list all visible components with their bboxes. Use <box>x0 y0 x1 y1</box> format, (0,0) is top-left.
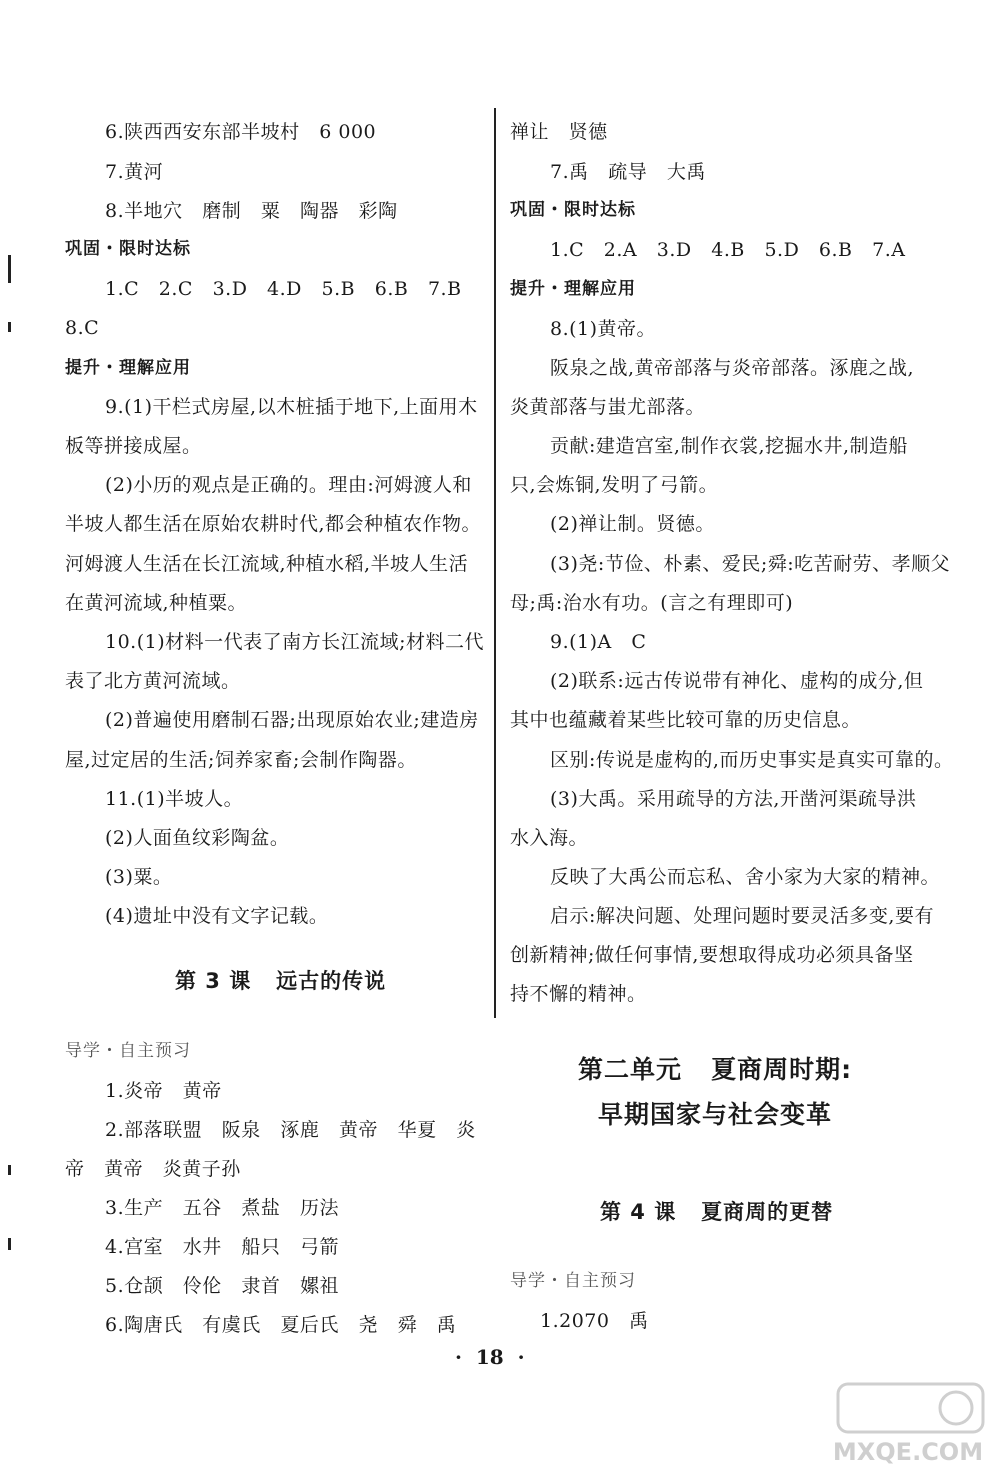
answer-line: 其中也蕴藏着某些比较可靠的历史信息。 <box>510 709 862 731</box>
answer-line: 3.生产 五谷 煮盐 历法 <box>105 1197 339 1219</box>
answer-line: 母;禹:治水有功。(言之有理即可) <box>510 592 794 614</box>
watermark-text: MXQE.COM <box>832 1438 984 1466</box>
section-heading: 巩固・限时达标 <box>65 239 191 259</box>
scan-mark <box>8 1165 11 1175</box>
section-heading: 巩固・限时达标 <box>510 200 636 220</box>
answer-line: 11.(1)半坡人。 <box>105 788 244 810</box>
scan-mark <box>8 1238 11 1250</box>
unit-title: 第二单元 夏商周时期: <box>578 1055 853 1084</box>
answer-line: 1.C 2.A 3.D 4.B 5.D 6.B 7.A <box>550 239 906 261</box>
answer-line: 10.(1)材料一代表了南方长江流域;材料二代 <box>105 631 485 653</box>
answer-line: 炎黄部落与蚩尤部落。 <box>510 396 706 418</box>
answer-line: (2)普遍使用磨制石器;出现原始农业;建造房 <box>105 709 479 731</box>
answer-line: (3)粟。 <box>105 866 173 888</box>
answer-line: 贡献:建造宫室,制作衣裳,挖掘水井,制造船 <box>550 435 909 457</box>
answer-line: 板等拼接成屋。 <box>65 435 202 457</box>
scan-mark <box>8 322 11 332</box>
answer-line: 半坡人都生活在原始农耕时代,都会种植农作物。 <box>65 513 482 535</box>
lesson-title: 第 3 课 远古的传说 <box>175 969 387 993</box>
section-heading: 提升・理解应用 <box>65 358 191 378</box>
answer-line: 8.(1)黄帝。 <box>550 318 657 340</box>
answer-line: 创新精神;做任何事情,要想取得成功必须具备坚 <box>510 944 914 966</box>
answer-line: 阪泉之战,黄帝部落与炎帝部落。涿鹿之战, <box>550 357 915 379</box>
answer-line: (3)大禹。采用疏导的方法,开凿河渠疏导洪 <box>550 788 917 810</box>
scan-mark <box>8 255 11 283</box>
answer-line: 帝 黄帝 炎黄子孙 <box>65 1158 241 1180</box>
section-heading: 导学・自主预习 <box>65 1041 191 1061</box>
answer-line: 2.部落联盟 阪泉 涿鹿 黄帝 华夏 炎 <box>105 1119 476 1141</box>
answer-line: 表了北方黄河流域。 <box>65 670 241 692</box>
answer-line: 9.(1)A C <box>550 631 647 653</box>
answer-line: 7.禹 疏导 大禹 <box>550 161 706 183</box>
answer-line: 1.C 2.C 3.D 4.D 5.B 6.B 7.B <box>105 278 462 300</box>
answer-line: 8.半地穴 磨制 粟 陶器 彩陶 <box>105 200 398 222</box>
answer-line: 河姆渡人生活在长江流域,种植水稻,半坡人生活 <box>65 553 469 575</box>
answer-line: 持不懈的精神。 <box>510 983 647 1005</box>
answer-line: 1.2070 禹 <box>540 1310 649 1332</box>
answer-line: (2)小历的观点是正确的。理由:河姆渡人和 <box>105 474 472 496</box>
answer-line: 1.炎帝 黄帝 <box>105 1080 222 1102</box>
lesson-title: 第 4 课 夏商周的更替 <box>600 1200 834 1224</box>
answer-line: 9.(1)干栏式房屋,以木桩插于地下,上面用木 <box>105 396 478 418</box>
answer-line: 5.仓颉 伶伦 隶首 嫘祖 <box>105 1275 339 1297</box>
answer-line: 区别:传说是虚构的,而历史事实是真实可靠的。 <box>550 749 954 771</box>
answer-line: 6.陕西西安东部半坡村 6 000 <box>105 121 377 143</box>
answer-line: 4.宫室 水井 船只 弓箭 <box>105 1236 339 1258</box>
answer-line: 7.黄河 <box>105 161 164 183</box>
answer-line: 只,会炼铜,发明了弓箭。 <box>510 474 719 496</box>
answer-line: (2)人面鱼纹彩陶盆。 <box>105 827 290 849</box>
watermark-logo <box>828 1380 993 1468</box>
answer-line: 8.C <box>65 317 100 339</box>
unit-title: 早期国家与社会变革 <box>598 1100 833 1129</box>
answer-line: 6.陶唐氏 有虞氏 夏后氏 尧 舜 禹 <box>105 1314 457 1336</box>
answer-line: 水入海。 <box>510 827 589 849</box>
answer-line: (2)禅让制。贤德。 <box>550 513 715 535</box>
answer-line: 在黄河流域,种植粟。 <box>65 592 248 614</box>
section-heading: 提升・理解应用 <box>510 279 636 299</box>
answer-line: (4)遗址中没有文字记载。 <box>105 905 329 927</box>
answer-line: (2)联系:远古传说带有神化、虚构的成分,但 <box>550 670 924 692</box>
answer-line: 反映了大禹公而忘私、舍小家为大家的精神。 <box>550 866 941 888</box>
answer-line: 屋,过定居的生活;饲养家畜;会制作陶器。 <box>65 749 417 771</box>
page-number: · 18 · <box>455 1345 525 1369</box>
column-divider <box>494 108 496 1018</box>
answer-line: (3)尧:节俭、朴素、爱民;舜:吃苦耐劳、孝顺父 <box>550 553 951 575</box>
section-heading: 导学・自主预习 <box>510 1271 636 1291</box>
answer-line: 禅让 贤德 <box>510 121 608 143</box>
answer-line: 启示:解决问题、处理问题时要灵活多变,要有 <box>550 905 934 927</box>
